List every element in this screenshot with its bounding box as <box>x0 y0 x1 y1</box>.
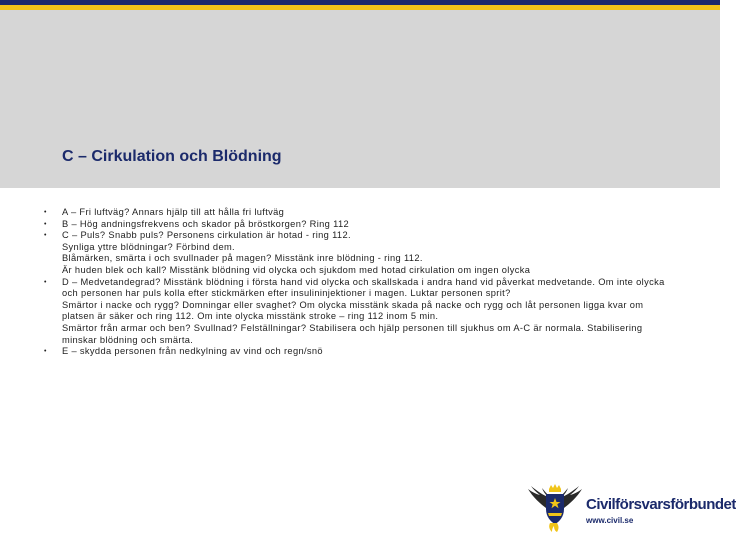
list-item <box>44 242 674 254</box>
list-item-text: Smärtor i nacke och rygg? Domningar eller svaghet? Om olycka misstänk skada på nacke och rygg och låt personen ligga kvar om platsen är säker och ring 112. Om inte olycka misstänk stroke – ring 112 inom 5 min. <box>62 299 644 322</box>
slide-title: C – Cirkulation och Blödning <box>62 148 282 165</box>
emblem-icon <box>526 483 584 533</box>
bullet: • <box>44 278 47 286</box>
bullet: • <box>44 220 47 228</box>
list-item <box>44 265 674 277</box>
list-item-text: C – Puls? Snabb puls? Personens cirkulation är hotad - ring 112. <box>62 230 351 241</box>
list-item-text: Synliga yttre blödningar? Förbind dem. <box>62 241 235 252</box>
slide-body <box>44 207 674 358</box>
list-item-text: Är huden blek och kall? Misstänk blödning vid olycka och sjukdom med hotad cirkulation om ingen olycka <box>62 264 531 275</box>
list-item-text: B – Hög andningsfrekvens och skador på bröstkorgen? Ring 112 <box>62 218 349 229</box>
list-item <box>44 346 674 358</box>
list-item <box>44 300 674 323</box>
list-item-text: A – Fri luftväg? Annars hjälp till att hålla fri luftväg <box>62 207 285 217</box>
list-item <box>44 219 674 231</box>
logo-url: www.civil.se <box>586 516 634 525</box>
list-item-text: Smärtor från armar och ben? Svullnad? Felställningar? Stabilisera och hjälp personen till sjukhus om A-C är normala. Stabilisering minskar blödning och smärta. <box>62 322 643 345</box>
list-item <box>44 230 674 242</box>
logo-name: Civilförsvarsförbundet <box>586 496 736 513</box>
bullet: • <box>44 209 47 216</box>
list-item <box>44 253 674 265</box>
list-item-text: Blåmärken, smärta i och svullnader på magen? Misstänk inre blödning - ring 112. <box>62 253 423 264</box>
list-item <box>44 277 674 300</box>
list-item <box>44 207 674 219</box>
list-item <box>44 323 674 346</box>
list-item-text: D – Medvetandegrad? Misstänk blödning i första hand vid olycka och skallskada i andra hand vid påverkat medvetande. Om inte olycka och personen har puls kolla efter stickmärken efter insulininjektioner i magen. Luktar personen sprit? <box>62 276 665 299</box>
organization-logo <box>526 483 736 533</box>
bullet: • <box>44 232 47 240</box>
bullet: • <box>44 348 47 356</box>
list-item-text: E – skydda personen från nedkylning av vind och regn/snö <box>62 346 323 357</box>
